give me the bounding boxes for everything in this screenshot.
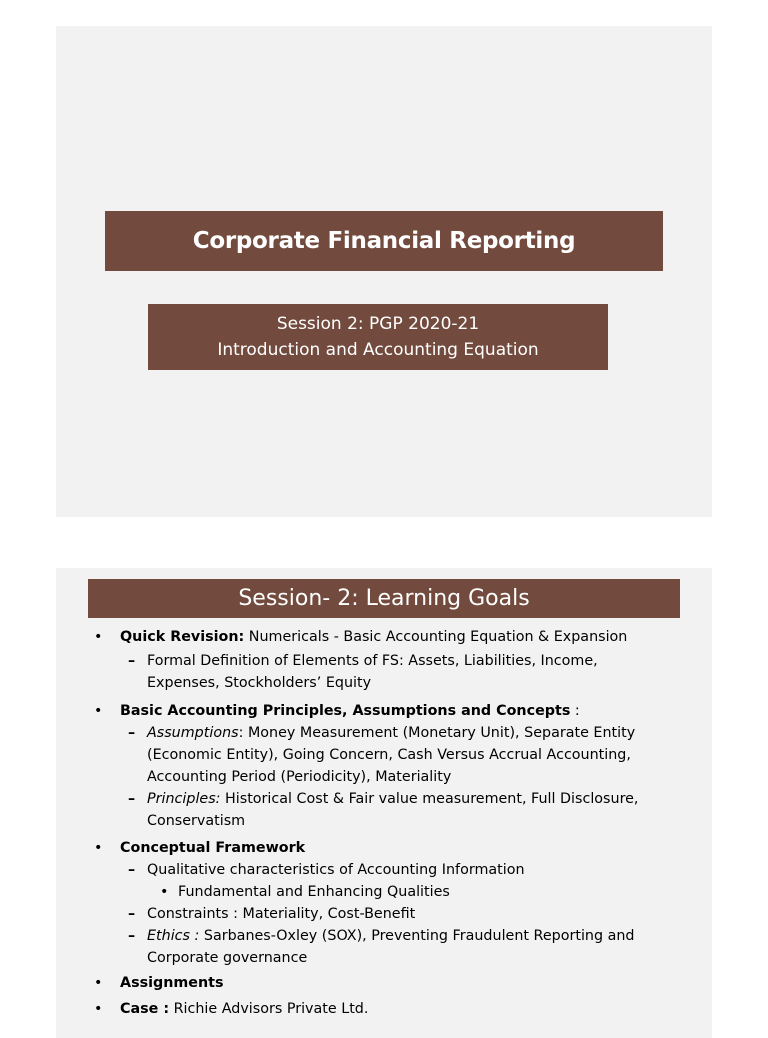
- sub-item-text: Corporate governance: [147, 950, 308, 966]
- list-item: [120, 626, 627, 648]
- bullet-marker: •: [94, 840, 103, 856]
- subtitle-banner: [148, 304, 608, 370]
- subtitle-line-2: Introduction and Accounting Equation: [217, 340, 539, 360]
- sub-item-text: (Economic Entity), Going Concern, Cash Versus Accrual Accounting,: [147, 747, 631, 763]
- bullet-marker: •: [94, 629, 103, 645]
- sub-item-text: Sarbanes-Oxley (SOX), Preventing Fraudulent Reporting and: [199, 928, 635, 944]
- subtitle-line-1: Session 2: PGP 2020-21: [276, 314, 480, 334]
- title-banner: [105, 211, 663, 271]
- sub-item-label: Ethics :: [147, 928, 200, 944]
- sub-item-text: Conservatism: [147, 813, 246, 829]
- sub-item-label: Principles:: [147, 791, 221, 807]
- sub-item: [147, 925, 635, 947]
- sub-item-text: Historical Cost & Fair value measurement, Full Disclosure,: [220, 791, 639, 807]
- bullet-marker: •: [160, 884, 169, 900]
- item-text: Numericals - Basic Accounting Equation & Expansion: [244, 629, 628, 645]
- sub-sub-item-text: Fundamental and Enhancing Qualities: [178, 884, 450, 900]
- sub-item-text: Accounting Period (Periodicity), Materiality: [147, 769, 452, 785]
- dash-marker: –: [128, 906, 136, 922]
- sub-item: [147, 722, 635, 744]
- item-heading: Case :: [120, 1001, 170, 1017]
- learning-goals-slide: [56, 568, 712, 1038]
- list-item: [120, 998, 368, 1020]
- slide-title: Corporate Financial Reporting: [192, 228, 576, 254]
- item-heading: Conceptual Framework: [120, 840, 306, 856]
- item-text: :: [570, 703, 580, 719]
- sub-item-text: Qualitative characteristics of Accounting Information: [147, 862, 525, 878]
- dash-marker: –: [128, 862, 136, 878]
- dash-marker: –: [128, 928, 136, 944]
- bullet-marker: •: [94, 975, 103, 991]
- list-item: [120, 700, 580, 722]
- goals-heading-banner: [88, 579, 680, 618]
- dash-marker: –: [128, 653, 136, 669]
- item-heading: Quick Revision:: [120, 629, 245, 645]
- goals-heading: Session- 2: Learning Goals: [238, 586, 530, 611]
- bullet-marker: •: [94, 1001, 103, 1017]
- dash-marker: –: [128, 725, 136, 741]
- sub-item: [147, 788, 638, 810]
- item-heading: Basic Accounting Principles, Assumptions and Concepts: [120, 703, 571, 719]
- item-text: Richie Advisors Private Ltd.: [169, 1001, 369, 1017]
- sub-item-text: Formal Definition of Elements of FS: Assets, Liabilities, Income,: [147, 653, 598, 669]
- title-slide: [56, 26, 712, 517]
- sub-item-text: Expenses, Stockholders’ Equity: [147, 675, 372, 691]
- sub-item-text: Constraints : Materiality, Cost-Benefit: [147, 906, 416, 922]
- item-heading: Assignments: [120, 975, 224, 991]
- dash-marker: –: [128, 791, 136, 807]
- bullet-marker: •: [94, 703, 103, 719]
- sub-item-label: Assumptions: [147, 725, 239, 741]
- sub-item-text: : Money Measurement (Monetary Unit), Separate Entity: [238, 725, 636, 741]
